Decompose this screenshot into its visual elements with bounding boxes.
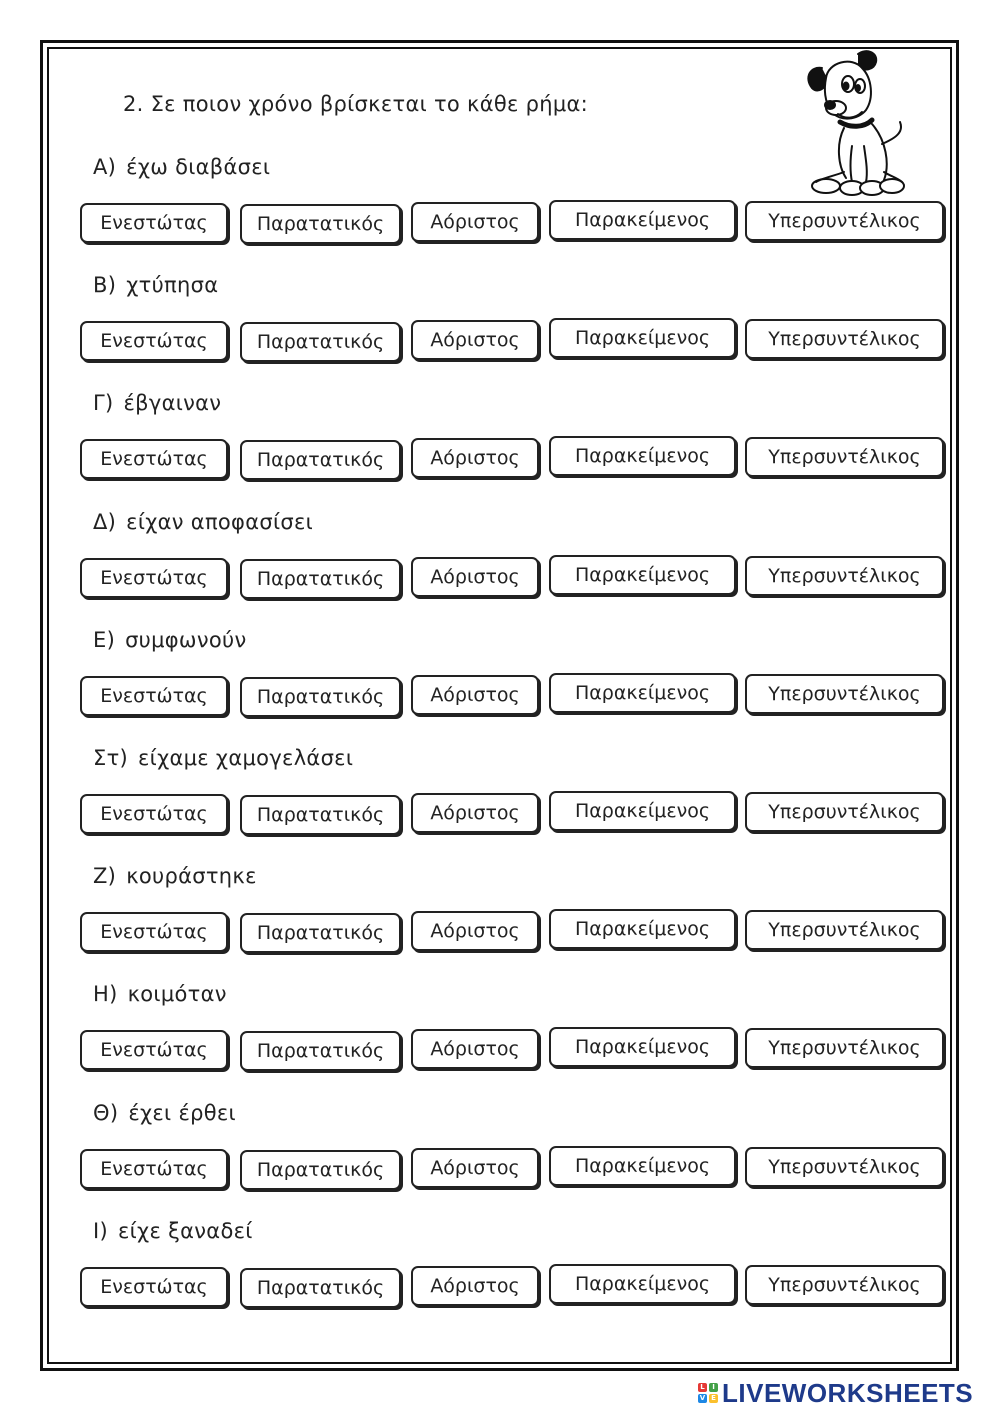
answer-option-button[interactable]: Αόριστος (411, 1029, 539, 1069)
answer-option-button[interactable]: Ενεστώτας (80, 203, 228, 243)
answer-option-button[interactable]: Παρακείμενος (549, 436, 736, 476)
answer-option-button[interactable]: Παρακείμενος (549, 555, 736, 595)
cartoon-dog-icon (800, 48, 910, 198)
answer-option-button[interactable]: Ενεστώτας (80, 439, 228, 479)
question-label (93, 628, 246, 652)
answer-option-button[interactable]: Ενεστώτας (80, 558, 228, 598)
answer-option-button[interactable]: Ενεστώτας (80, 912, 228, 952)
answer-option-button[interactable]: Υπερσυντέλικος (745, 910, 944, 950)
answer-option-button[interactable]: Ενεστώτας (80, 676, 228, 716)
answer-option-button[interactable]: Αόριστος (411, 202, 539, 242)
answer-option-button[interactable]: Παρατατικός (240, 440, 401, 480)
question-label (93, 510, 313, 534)
question-letter: Ζ) (93, 864, 117, 888)
question-letter: Β) (93, 273, 117, 297)
question-verb: συμφωνούν (125, 628, 247, 652)
answer-option-button[interactable]: Ενεστώτας (80, 1149, 228, 1189)
answer-option-button[interactable]: Αόριστος (411, 911, 539, 951)
answer-option-button[interactable]: Αόριστος (411, 1148, 539, 1188)
question-label (93, 982, 227, 1006)
question-verb: έβγαιναν (123, 391, 222, 415)
answer-option-button[interactable]: Παρακείμενος (549, 318, 736, 358)
answer-option-button[interactable]: Υπερσυντέλικος (745, 1028, 944, 1068)
logo-mark-letter: I (709, 1383, 718, 1392)
question-letter: Ι) (93, 1219, 108, 1243)
logo-mark-letter: V (699, 1394, 706, 1402)
answer-option-button[interactable]: Παρατατικός (240, 795, 401, 835)
question-verb: έχω διαβάσει (126, 155, 271, 179)
question-letter: Θ) (93, 1101, 119, 1125)
answer-option-button[interactable]: Αόριστος (411, 675, 539, 715)
answer-option-button[interactable]: Αόριστος (411, 557, 539, 597)
answer-option-button[interactable]: Αόριστος (411, 1266, 539, 1306)
answer-option-button[interactable]: Υπερσυντέλικος (745, 792, 944, 832)
answer-option-button[interactable]: Ενεστώτας (80, 321, 228, 361)
question-letter: Ε) (93, 628, 116, 652)
answer-option-button[interactable]: Παρακείμενος (549, 1027, 736, 1067)
question-label (93, 1101, 236, 1125)
question-label (93, 746, 353, 770)
question-verb: έχει έρθει (128, 1101, 236, 1125)
answer-option-button[interactable]: Παρατατικός (240, 204, 401, 244)
answer-option-button[interactable]: Παρακείμενος (549, 791, 736, 831)
answer-option-button[interactable]: Υπερσυντέλικος (745, 1265, 944, 1305)
answer-option-button[interactable]: Παρατατικός (240, 1268, 401, 1308)
question-label (93, 1219, 253, 1243)
answer-option-button[interactable]: Παρακείμενος (549, 1146, 736, 1186)
answer-option-button[interactable]: Παρατατικός (240, 559, 401, 599)
question-verb: χτύπησα (126, 273, 219, 297)
answer-option-button[interactable]: Παρατατικός (240, 677, 401, 717)
liveworksheets-logo (698, 1378, 973, 1408)
answer-option-button[interactable]: Παρατατικός (240, 322, 401, 362)
answer-option-button[interactable]: Παρατατικός (240, 1150, 401, 1190)
question-label (93, 273, 218, 297)
question-label (93, 864, 257, 888)
question-verb: είχε ξαναδεί (118, 1219, 253, 1243)
answer-option-button[interactable]: Παρακείμενος (549, 909, 736, 949)
answer-option-button[interactable]: Ενεστώτας (80, 1267, 228, 1307)
answer-option-button[interactable]: Ενεστώτας (80, 1030, 228, 1070)
question-verb: κουράστηκε (126, 864, 257, 888)
answer-option-button[interactable]: Παρατατικός (240, 1031, 401, 1071)
answer-option-button[interactable]: Υπερσυντέλικος (745, 1147, 944, 1187)
logo-text: LIVEWORKSHEETS (722, 1377, 974, 1408)
answer-option-button[interactable]: Παρακείμενος (549, 673, 736, 713)
answer-option-button[interactable]: Αόριστος (411, 438, 539, 478)
question-verb: κοιμόταν (127, 982, 227, 1006)
question-label (93, 155, 270, 179)
logo-mark-letter: L (698, 1383, 707, 1392)
answer-option-button[interactable]: Υπερσυντέλικος (745, 319, 944, 359)
answer-option-button[interactable]: Αόριστος (411, 320, 539, 360)
answer-option-button[interactable]: Παρακείμενος (549, 1264, 736, 1304)
logo-mark-letter: E (709, 1394, 718, 1403)
exercise-title: 2. Σε ποιον χρόνο βρίσκεται το κάθε ρήμα: (123, 92, 589, 116)
question-letter: Δ) (93, 510, 117, 534)
question-label (93, 391, 221, 415)
answer-option-button[interactable]: Υπερσυντέλικος (745, 201, 944, 241)
question-letter: Γ) (93, 391, 114, 415)
question-letter: Α) (93, 155, 117, 179)
question-verb: είχαμε χαμογελάσει (138, 746, 354, 770)
question-verb: είχαν αποφασίσει (126, 510, 314, 534)
answer-option-button[interactable]: Ενεστώτας (80, 794, 228, 834)
answer-option-button[interactable]: Παρακείμενος (549, 200, 736, 240)
answer-option-button[interactable]: Υπερσυντέλικος (745, 674, 944, 714)
answer-option-button[interactable]: Αόριστος (411, 793, 539, 833)
answer-option-button[interactable]: Υπερσυντέλικος (745, 437, 944, 477)
question-letter: Στ) (93, 746, 129, 770)
answer-option-button[interactable]: Παρατατικός (240, 913, 401, 953)
logo-mark-icon (698, 1383, 718, 1403)
question-letter: Η) (93, 982, 118, 1006)
answer-option-button[interactable]: Υπερσυντέλικος (745, 556, 944, 596)
